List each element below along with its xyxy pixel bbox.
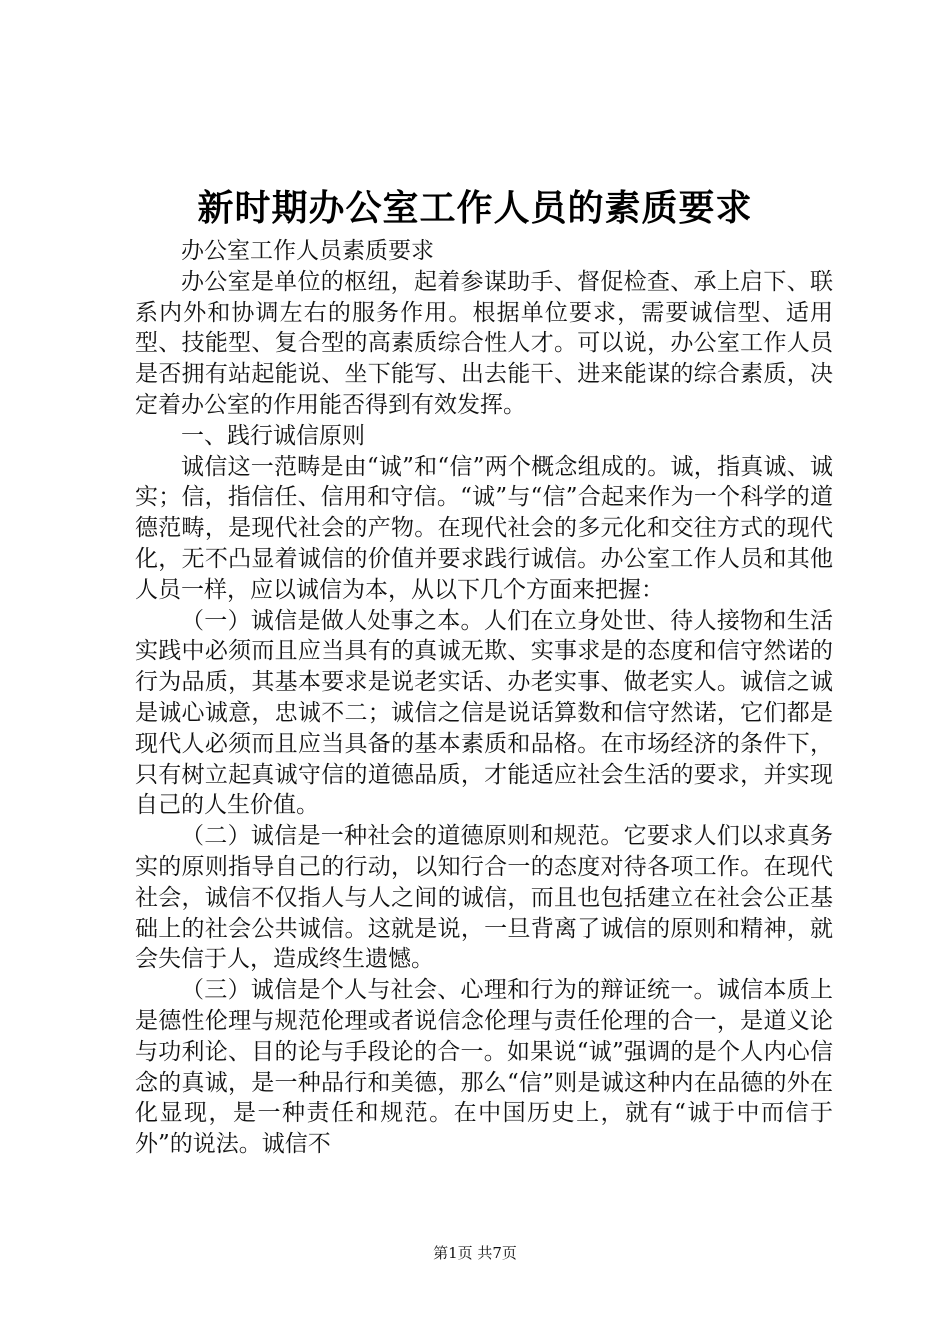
paragraph: （一）诚信是做人处事之本。人们在立身处世、待人接物和生活实践中必须而且应当具有的真诚无欺、实事求是的态度和信守然诺的行为品质，其基本要求是说老实话、办老实事、做老实人。诚信之诚是诚心诚意，忠诚不二；诚信之信是说话算数和信守然诺，它们都是现代人必须而且应当具备的基本素质和品格。在市场经济的条件下，只有树立起真诚守信的道德品质，才能适应社会生活的要求，并实现自己的人生价值。 [135,607,833,819]
document-body [135,236,833,1160]
paragraph: （二）诚信是一种社会的道德原则和规范。它要求人们以求真务实的原则指导自己的行动，以知行合一的态度对待各项工作。在现代社会，诚信不仅指人与人之间的诚信，而且也包括建立在社会公正基础上的社会公共诚信。这就是说，一旦背离了诚信的原则和精神，就会失信于人，造成终生遗憾。 [135,823,833,973]
section-heading: 一、践行诚信原则 [181,422,365,449]
paragraph-intro: 办公室是单位的枢纽，起着参谋助手、督促检查、承上启下、联系内外和协调左右的服务作用。根据单位要求，需要诚信型、适用型、技能型、复合型的高素质综合性人才。可以说，办公室工作人员是否拥有站起能说、坐下能写、出去能干、进来能谋的综合素质，决定着办公室的作用能否得到有效发挥。 [135,268,833,418]
document-title: 新时期办公室工作人员的素质要求 [197,187,753,229]
paragraph: 诚信这一范畴是由“诚”和“信”两个概念组成的。诚，指真诚、诚实；信，指信任、信用和守信。“诚”与“信”合起来作为一个科学的道德范畴，是现代社会的产物。在现代社会的多元化和交往方式的现代化，无不凸显着诚信的价值并要求践行诚信。办公室工作人员和其他人员一样，应以诚信为本，从以下几个方面来把握： [135,453,833,603]
paragraph: （三）诚信是个人与社会、心理和行为的辩证统一。诚信本质上是德性伦理与规范伦理或者说信念伦理与责任伦理的合一，是道义论与功利论、目的论与手段论的合一。如果说“诚”强调的是个人内心信念的真诚，是一种品行和美德，那么“信”则是诚这种内在品德的外在化显现，是一种责任和规范。在中国历史上，就有“诚于中而信于外”的说法。诚信不 [135,977,833,1158]
page-footer: 第1页 共7页 [433,1244,517,1262]
paragraph-subtitle: 办公室工作人员素质要求 [181,238,434,264]
